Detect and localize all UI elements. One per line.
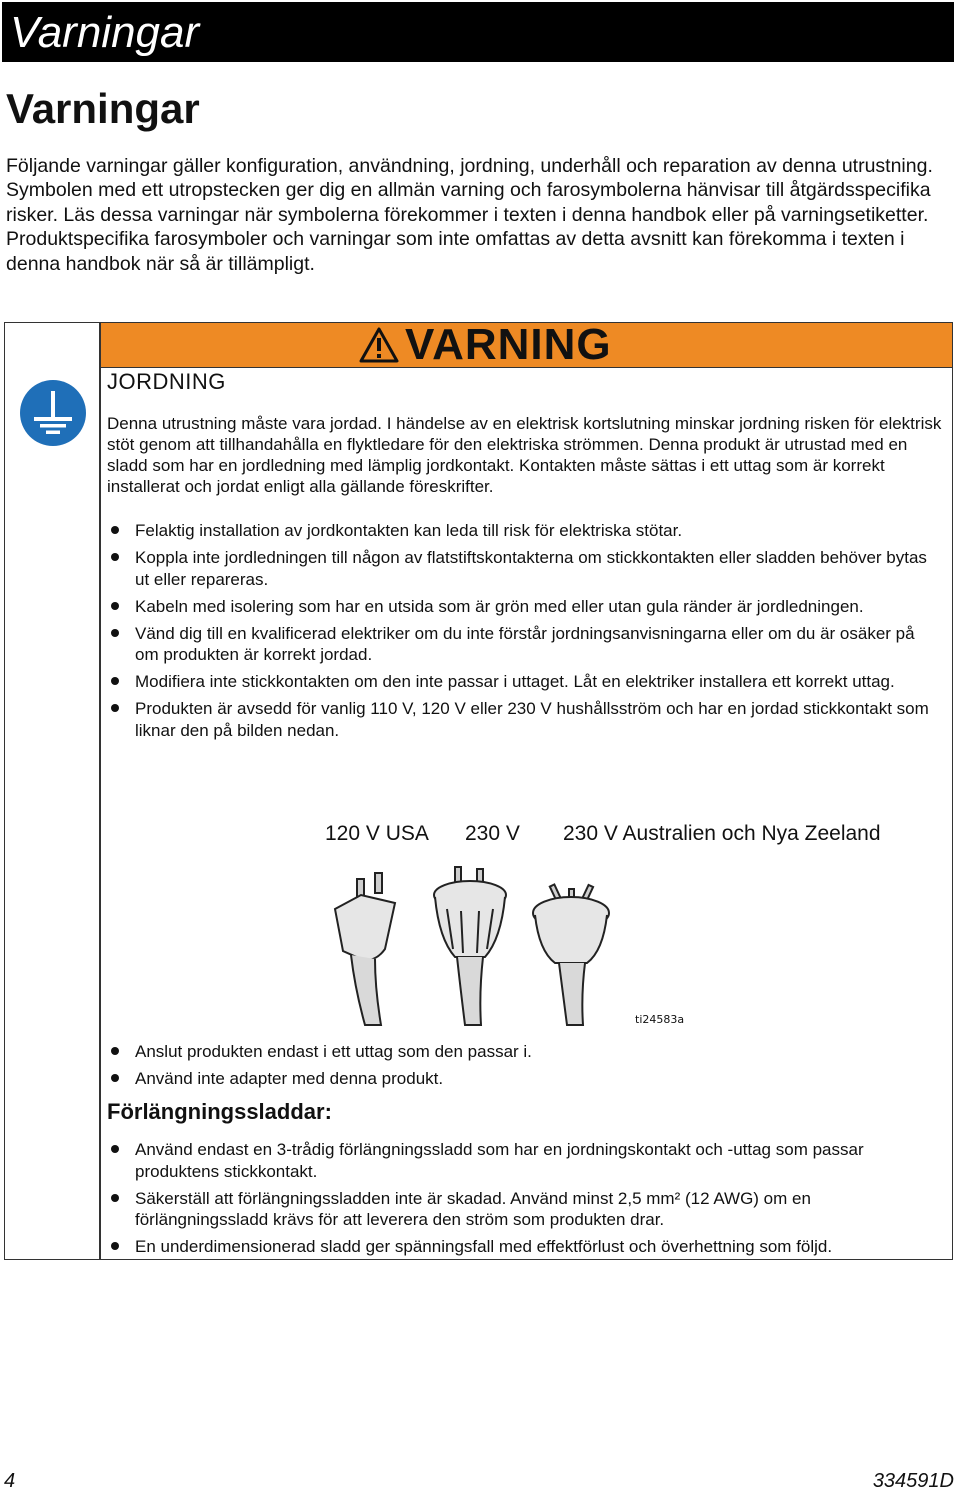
extension-bullets	[107, 1139, 937, 1263]
grounding-subhead: JORDNING	[107, 369, 226, 394]
plug-illustration	[315, 859, 655, 1029]
list-item: Säkerställ att förlängningssladden inte är skadad. Använd minst 2,5 mm² (12 AWG) om en förlängningssladd krävs för att leverera den ström som produkten drar.	[107, 1188, 937, 1231]
plug-label-eu: 230 V	[465, 822, 520, 845]
warning-triangle-icon	[359, 327, 399, 363]
list-item: Använd inte adapter med denna produkt.	[107, 1068, 937, 1090]
list-item: Vänd dig till en kvalificerad elektriker om du inte förstår jordningsanvisningarna eller om du är osäker på om produkten är korrekt jordad.	[107, 623, 937, 666]
header-title: Varningar	[10, 8, 200, 57]
page-number: 4	[4, 1470, 16, 1492]
section-title: Varningar	[6, 85, 200, 132]
grounding-body: Denna utrustning måste vara jordad. I händelse av en elektrisk kortslutning minskar jordning risken för elektrisk stöt genom att tillhandahålla en flyktledare för den elektriska strömmen. Denna produkt är utrustad med en sladd som har en jordledning med lämplig jordkontakt. Kontakten måste sättas i ett uttag som är korrekt installerat och jordat enligt alla gällande föreskrifter.	[107, 414, 942, 496]
list-item: Anslut produkten endast i ett uttag som den passar i.	[107, 1041, 937, 1063]
extension-cords-heading: Förlängningssladdar:	[107, 1099, 332, 1124]
list-item: Produkten är avsedd för vanlig 110 V, 120 V eller 230 V hushållsström och har en jordad stickkontakt som liknar den på bilden nedan.	[107, 698, 937, 741]
plug-bullets	[107, 1041, 937, 1095]
warning-column-divider	[99, 323, 101, 1259]
warning-box	[4, 322, 953, 1260]
list-item: Använd endast en 3-trådig förlängningssladd som har en jordningskontakt och -uttag som passar produktens stickkontakt.	[107, 1139, 937, 1182]
document-number: 334591D	[872, 1470, 954, 1492]
eu-plug-icon	[434, 867, 506, 1025]
grounding-icon	[19, 379, 87, 447]
figure-id: ti24583a	[635, 1013, 685, 1026]
list-item: Felaktig installation av jordkontakten kan leda till risk för elektriska stötar.	[107, 520, 937, 542]
au-plug-icon	[533, 884, 609, 1025]
plug-label-usa: 120 V USA	[325, 822, 429, 845]
list-item: Modifiera inte stickkontakten om den inte passar i uttaget. Låt en elektriker installera ett korrekt uttag.	[107, 671, 937, 693]
warning-header	[101, 320, 952, 369]
plug-label-au: 230 V Australien och Nya Zeeland	[563, 822, 881, 845]
list-item: Kabeln med isolering som har en utsida som är grön med eller utan gula ränder är jordledningen.	[107, 596, 937, 618]
grounding-bullets	[107, 520, 937, 747]
list-item: Koppla inte jordledningen till någon av flatstiftskontakterna om stickkontakten eller sladden behöver bytas ut eller repareras.	[107, 547, 937, 590]
list-item: En underdimensionerad sladd ger spänningsfall med effektförlust och överhettning som följd.	[107, 1236, 937, 1258]
warning-title: VARNING	[405, 320, 612, 369]
intro-paragraph: Följande varningar gäller konfiguration, användning, jordning, underhåll och reparation av denna utrustning. Symbolen med ett utropstecken ger dig en allmän varning och farosymbolerna hänvisar till åtgärdsspecifika risker. Läs dessa varningar när symbolerna förekommer i texten i denna handbok eller på varningsetiketter. Produktspecifika farosymboler och varningar som inte omfattas av detta avsnitt kan förekomma i texten i denna handbok när så är tillämpligt.	[6, 155, 933, 275]
header-bar	[2, 2, 954, 62]
us-plug-icon	[335, 873, 395, 1025]
